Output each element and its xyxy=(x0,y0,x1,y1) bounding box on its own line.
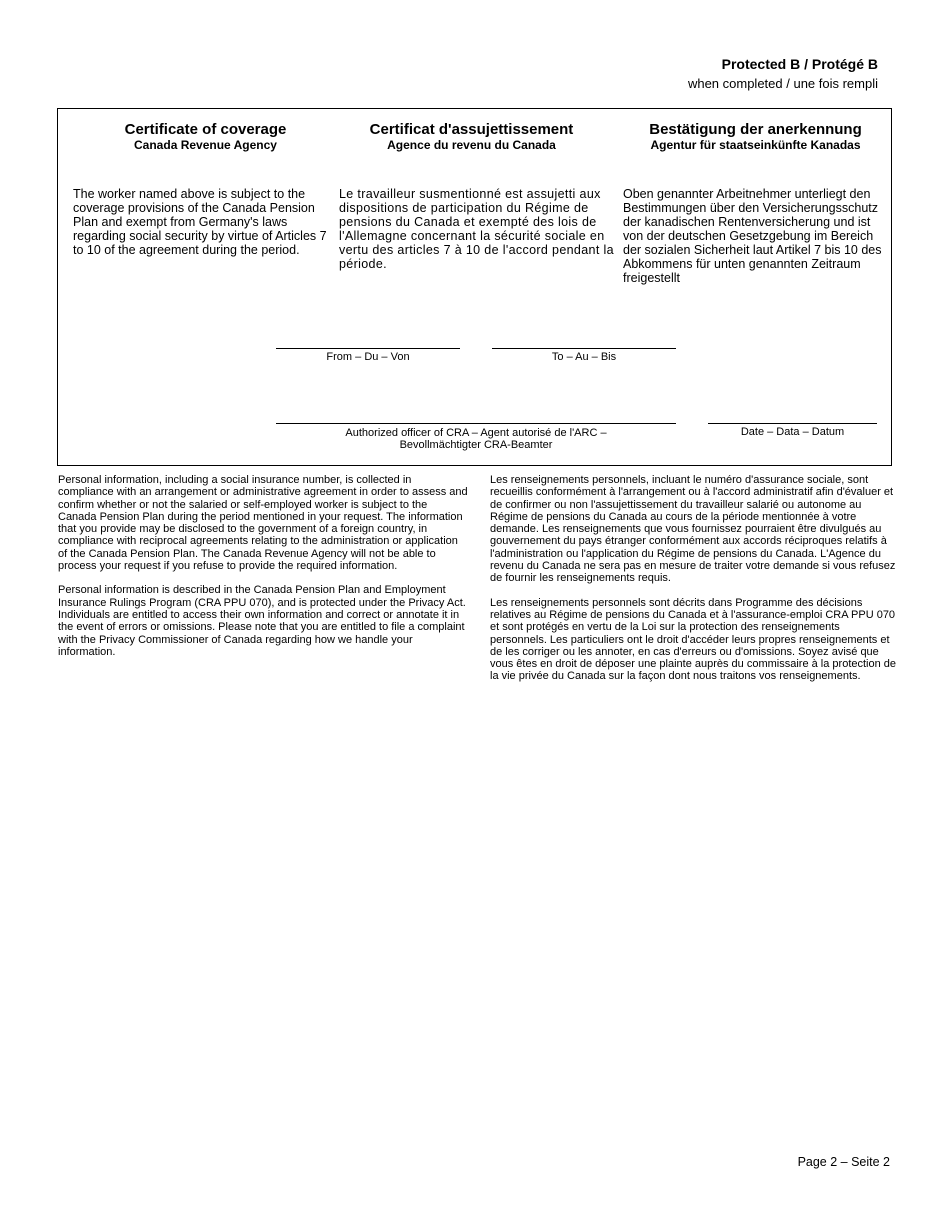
to-label: To – Au – Bis xyxy=(551,351,617,363)
column-heading xyxy=(73,121,338,152)
certificate-column-german xyxy=(623,121,888,285)
date-line[interactable] xyxy=(708,423,877,424)
certificate-body: The worker named above is subject to the coverage provisions of the Canada Pension Plan and exempt from Germany's laws regarding social security by virtue of Articles 7 to 10 of the agreement during the period. xyxy=(73,187,327,257)
officer-label-line2: Bevollmächtigter CRA-Beamter xyxy=(399,439,553,451)
agency-name: Canada Revenue Agency xyxy=(134,138,277,152)
page-number: Page 2 – Seite 2 xyxy=(797,1155,890,1169)
privacy-paragraph: Personal information is described in the Canada Pension Plan and Employment Insurance Rulings Program (CRA PPU 070), and is protected under the Privacy Act. Individuals are entitled to access their own information and correct or annotate it in the event of errors or omissions. Please note that you are entitled to file a complaint with the Privacy Commissioner of Canada regarding how we handle your information. xyxy=(58,584,466,658)
certificate-title: Certificate of coverage xyxy=(124,121,287,138)
officer-signature-line[interactable] xyxy=(276,423,676,424)
certificate-title: Bestätigung der anerkennung xyxy=(649,121,862,138)
from-date-line[interactable] xyxy=(276,348,460,349)
agency-name: Agence du revenu du Canada xyxy=(387,138,556,152)
privacy-notice-english xyxy=(58,474,468,670)
certificate-column-english xyxy=(73,121,338,257)
agency-name: Agentur für staatseinkünfte Kanadas xyxy=(650,138,861,152)
certificate-title: Certificat d'assujettissement xyxy=(369,121,574,138)
from-label: From – Du – Von xyxy=(326,351,410,363)
protected-label: Protected B / Protégé B xyxy=(721,56,878,72)
privacy-paragraph: Personal information, including a social insurance number, is collected in compliance with an arrangement or administrative agreement in order to assess and confirm whether or not the salaried or self-employed worker is subject to the Canada Pension Plan during the period mentioned in your request. The information that you provide may be disclosed to the government of a foreign country, in compliance with reciprocal agreements relating to the administration or application of the Canada Pension Plan. The Canada Revenue Agency will not be able to process your request if you refuse to provide the required information. xyxy=(58,474,468,573)
privacy-notice-french xyxy=(490,474,898,695)
certificate-column-french xyxy=(339,121,614,271)
column-heading xyxy=(339,121,604,152)
officer-label-line1: Authorized officer of CRA – Agent autorisé de l'ARC – xyxy=(345,427,607,439)
privacy-paragraph: Les renseignements personnels, incluant le numéro d'assurance sociale, sont recueillis conformément à l'arrangement ou à l'accord administratif afin d'évaluer et de confirmer ou non l'assujettissement du travailleur salarié ou autonome au Régime de pensions du Canada au cours de la période mentionnée à votre demande. Les renseignements que vous fournissez pourraient être divulgués au gouvernement du pays étranger conformément aux accords réciproques relatifs à l'administration ou l'application du Régime de pensions du Canada. L'Agence du revenu du Canada ne sera pas en mesure de traiter votre demande si vous refusez de fournir les renseignements requis. xyxy=(490,474,896,585)
officer-label xyxy=(276,427,676,451)
column-heading xyxy=(623,121,888,152)
when-completed-label: when completed / une fois rempli xyxy=(687,76,878,91)
certificate-body: Le travailleur susmentionné est assujetti aux dispositions de participation du Régime de pensions du Canada et exempté des lois de l'Allemagne concernant la sécurité sociale en vertu des articles 7 à 10 de l'accord pendant la période. xyxy=(339,187,614,271)
to-date-line[interactable] xyxy=(492,348,676,349)
privacy-paragraph: Les renseignements personnels sont décrits dans Programme des décisions relatives au Régime de pensions du Canada et à l'assurance-emploi CRA PPU 070 et sont protégés en vertu de la Loi sur la protection des renseignements personnels. Les particuliers ont le droit d'accéder leurs propres renseignements et de les corriger ou les annoter, en cas d'erreurs ou d'omissions. Soyez avisé que vous êtes en droit de déposer une plainte auprès du commissaire à la protection de la vie privée du Canada sur la façon dont nous traitons vos renseignements. xyxy=(490,596,897,683)
certificate-body: Oben genannter Arbeitnehmer unterliegt den Bestimmungen über den Versicherungsschutz der kanadischen Rentenversicherung und ist von der deutschen Gesetzgebung im Bereich der sozialen Sicherheit laut Artikel 7 bis 10 des Abkommens für unten genannten Zeitraum freigestellt xyxy=(623,187,882,285)
date-label: Date – Data – Datum xyxy=(740,426,845,438)
protected-classification xyxy=(688,56,878,92)
certificate-box xyxy=(57,108,892,466)
